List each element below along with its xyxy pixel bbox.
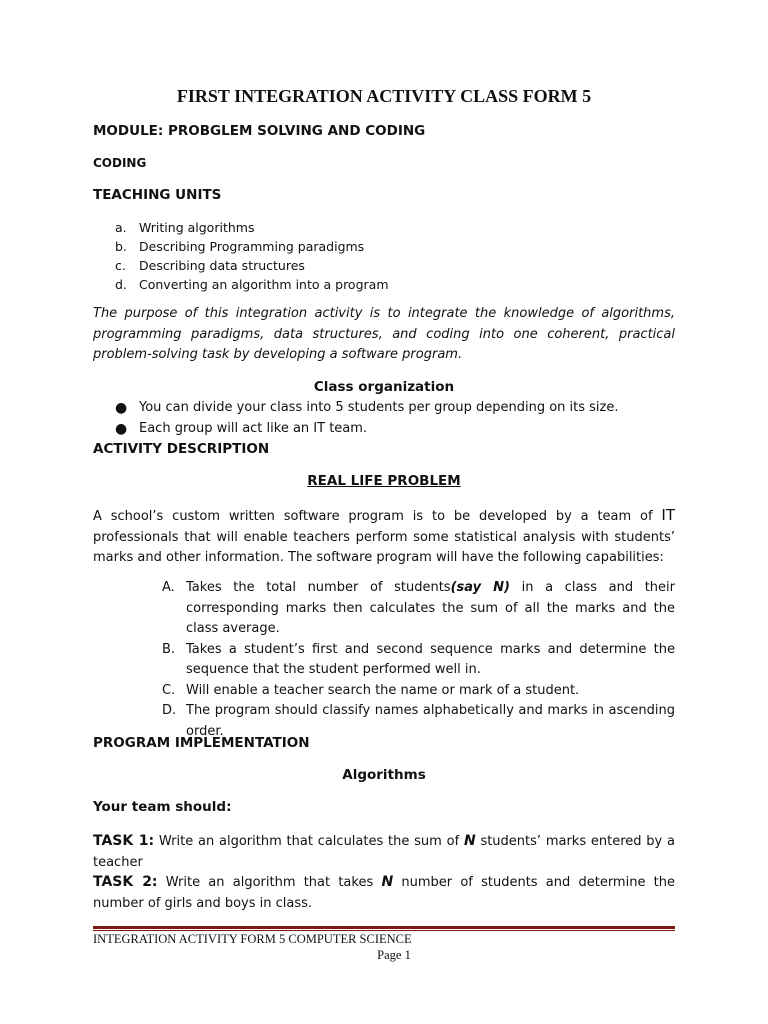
problem-text-2: professionals that will enable teachers perform some statistical analysis with students’ marks and other information. The software program will have the following capabilities: bbox=[93, 529, 675, 565]
your-team-heading: Your team should: bbox=[93, 799, 232, 815]
list-marker: D. bbox=[162, 703, 177, 718]
task-text: Write an algorithm that takes bbox=[157, 875, 382, 890]
bullet-icon: ● bbox=[115, 400, 128, 416]
task-2 bbox=[93, 872, 675, 914]
purpose-paragraph: The purpose of this integration activity is to integrate the knowledge of algorithms, programming paradigms, data structures, and coding into one coherent, practical problem-solving task by developing a software program. bbox=[93, 306, 675, 362]
list-marker: a. bbox=[115, 220, 127, 235]
list-marker: A. bbox=[162, 580, 175, 595]
task-label: TASK 1: bbox=[93, 833, 155, 849]
footer-text: INTEGRATION ACTIVITY FORM 5 COMPUTER SCIENCE bbox=[93, 932, 412, 946]
task-text: Write an algorithm that calculates the sum of bbox=[154, 834, 464, 849]
list-item bbox=[115, 256, 679, 275]
capabilities-list bbox=[162, 578, 675, 742]
list-marker: b. bbox=[115, 239, 127, 254]
real-life-problem-heading: REAL LIFE PROBLEM bbox=[307, 473, 461, 489]
list-item bbox=[115, 275, 679, 294]
n-text: N bbox=[381, 874, 394, 890]
list-marker: c. bbox=[115, 258, 126, 273]
task-label: TASK 2: bbox=[93, 874, 158, 890]
list-item-text: Writing algorithms bbox=[139, 220, 255, 235]
list-marker: d. bbox=[115, 277, 127, 292]
bullet-item bbox=[115, 398, 679, 419]
list-item bbox=[162, 681, 675, 702]
class-organization-list bbox=[115, 398, 679, 439]
bullet-text: Each group will act like an IT team. bbox=[139, 420, 368, 436]
program-implementation-heading: PROGRAM IMPLEMENTATION bbox=[93, 735, 310, 751]
n-text: N bbox=[463, 833, 476, 849]
teaching-units-heading: TEACHING UNITS bbox=[93, 187, 222, 203]
capability-text: Will enable a teacher search the name or mark of a student. bbox=[186, 682, 580, 698]
capability-text: Takes the total number of students bbox=[186, 580, 451, 595]
task-1 bbox=[93, 831, 675, 873]
task-text-after: number of students and determine the number of girls and boys in class. bbox=[93, 875, 676, 911]
list-item bbox=[115, 218, 679, 237]
page-number: Page 1 bbox=[377, 948, 411, 962]
teaching-units-list bbox=[115, 218, 679, 294]
list-item bbox=[115, 237, 679, 256]
problem-paragraph bbox=[93, 505, 675, 569]
list-item-text: Describing data structures bbox=[139, 258, 305, 273]
list-item-text: Describing Programming paradigms bbox=[139, 239, 365, 254]
class-organization-heading: Class organization bbox=[313, 379, 455, 395]
document-title: FIRST INTEGRATION ACTIVITY CLASS FORM 5 bbox=[176, 86, 592, 106]
algorithms-heading: Algorithms bbox=[342, 767, 426, 783]
footer-rule-thin bbox=[93, 930, 675, 931]
list-marker: B. bbox=[162, 641, 176, 657]
capability-text: The program should classify names alphabetically and marks in ascending order. bbox=[186, 703, 675, 739]
it-text: IT bbox=[661, 506, 675, 524]
list-item-text: Converting an algorithm into a program bbox=[139, 277, 389, 292]
list-marker: C. bbox=[162, 682, 176, 698]
footer-rule-thick bbox=[93, 926, 675, 929]
bullet-icon: ● bbox=[115, 420, 128, 437]
list-item bbox=[162, 640, 675, 681]
coding-heading: CODING bbox=[93, 156, 147, 170]
capability-text-after: in a class and their corresponding marks then calculates the sum of all the marks and the class average. bbox=[186, 580, 675, 636]
capability-text: Takes a student’s first and second sequence marks and determine the sequence that the student performed well in. bbox=[186, 641, 675, 677]
module-heading: MODULE: PROBGLEM SOLVING AND CODING bbox=[93, 123, 426, 139]
bullet-text: You can divide your class into 5 students per group depending on its size. bbox=[139, 400, 619, 415]
task-text-after: students’ marks entered by a teacher bbox=[93, 834, 676, 870]
say-n-text: (say N) bbox=[450, 580, 510, 595]
activity-description-heading: ACTIVITY DESCRIPTION bbox=[93, 441, 270, 457]
problem-text-1: A school’s custom written software program is to be developed by a team of bbox=[93, 509, 662, 524]
bullet-item bbox=[115, 419, 679, 440]
list-item bbox=[162, 578, 675, 640]
